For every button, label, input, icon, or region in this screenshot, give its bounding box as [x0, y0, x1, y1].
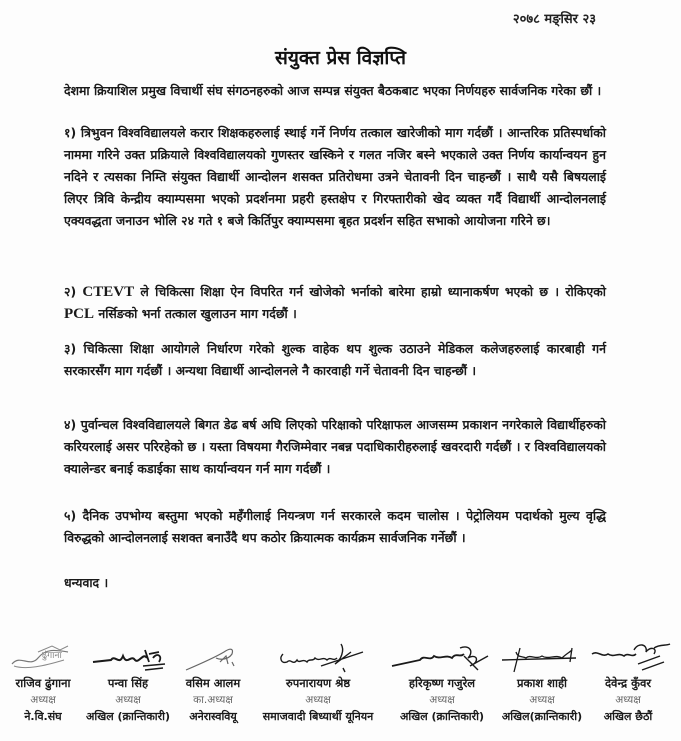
signatory: [80, 640, 176, 726]
signatory-name: प्रकाश शाही: [516, 676, 568, 690]
signatory-role: अध्यक्ष: [529, 694, 555, 706]
handwritten-signature-icon: [83, 640, 173, 674]
signatory-name: देवेन्द्र कुँवर: [604, 676, 652, 690]
signatory: [8, 640, 78, 726]
point-2-suffix: नर्सिङको भर्ना तत्काल खुलाउन माग गर्दछौं ।: [94, 306, 297, 321]
point-2-middle: ले चिकित्सा शिक्षा ऐन विपरित गर्न खोजेको भर्नाको बारेमा हाम्रो ध्यानाकर्षण भएको छ । रोकिएको: [134, 284, 607, 299]
handwritten-signature-icon: [390, 640, 494, 674]
signatory-org: समाजवादी बिध्यार्थी यूनियन: [262, 710, 374, 723]
signatory-org: अखिल छैठौं: [603, 710, 653, 723]
signatory-org: अखिल (क्रान्तिकारी): [399, 710, 485, 723]
signatory-role: अध्यक्ष: [615, 694, 641, 706]
pcl-acronym: PCL: [64, 306, 94, 322]
signatory: [248, 640, 388, 726]
signatory-name: वसिम आलम: [185, 676, 241, 690]
signatory-org: अखिल(क्रान्तिकारी): [501, 710, 583, 723]
intro-paragraph: देशमा क्रियाशिल प्रमुख विचार्थी संघ संगठनहरुको आज सम्पन्न संयुक्त बैठकबाट भएका निर्णयहरु सार्वजनिक गरेका छौं ।: [64, 83, 602, 98]
signatory-org: ने.वि.संघ: [24, 710, 62, 723]
ctevt-acronym: CTEVT: [82, 284, 135, 300]
signatory-name: रुपनारायण श्रेष्ठ: [285, 676, 351, 690]
document-date: २०७८ मङ्सिर २३: [512, 12, 596, 27]
signatory-role: अध्यक्ष: [429, 694, 455, 706]
point-1-paragraph: १) त्रिभुवन विश्वविद्यालयले करार शिक्षकहरुलाई स्थाई गर्ने निर्णय तत्काल खारेजीको माग गर्दछौं । आन्तरिक प्रतिस्पर्धाको नाममा गरिने उक्त प्रक्रियाले विश्वविद्यालयको गुणस्तर खस्किने र गलत नजिर बस्ने भएकाले उक्त निर्णय कार्यान्वयन हुन नदिने र त्यसका निम्ति संयुक्त विद्यार्थी आन्दोलन शसक्त प्रतिरोधमा उत्रने चेतावनी दिन चाहन्छौं । साथै यसै बिषयलाई लिएर त्रिवि केन्द्रीय क्याम्पसमा भएको प्रदर्शनमा प्रहरी हस्तक्षेप र गिरफ्तारीको खेद व्यक्त गर्दै विद्यार्थी आन्दोलनलाई एक्यवद्धता जनाउन भोलि २४ गते १ बजे किर्तिपुर क्याम्पसमा बृहत प्रदर्शन सहित सभाको आयोजना गरिने छ।: [64, 125, 606, 228]
document-title: संयुक्त प्रेस विज्ञप्ति: [274, 47, 407, 69]
point-5-paragraph: ५) दैनिक उपभोग्य बस्तुमा भएको महँगीलाई नियन्त्रण गर्न सरकारले कदम चालोस । पेट्रोलियम पदार्थको मुल्य वृद्धि विरुद्धको आन्दोलनलाई सशक्त बनाउँदै थप कठोर क्रियात्मक कार्यक्रम सार्वजनिक गर्नेछौं ।: [64, 508, 606, 545]
signatory: [588, 640, 668, 726]
signatory-org: अनेरास्ववियू: [189, 710, 237, 723]
handwritten-signature-icon: [263, 640, 373, 674]
signatory-role: अध्यक्ष: [30, 694, 56, 706]
signatory-name: राजिव ढुंगाना: [15, 676, 71, 690]
signatory: [390, 640, 494, 726]
handwritten-signature-icon: [180, 640, 246, 674]
handwritten-signature-icon: [500, 640, 584, 674]
signature-text: ढुंगाना: [42, 651, 62, 661]
signatory-role: अध्यक्ष: [115, 694, 141, 706]
signatory: [180, 640, 246, 726]
signatory-org: अखिल (क्रान्तिकारी): [85, 710, 171, 723]
point-3-paragraph: ३) चिकित्सा शिक्षा आयोगले निर्धारण गरेको शुल्क वाहेक थप शुल्क उठाउने मेडिकल कलेजहरुलाई कारबाही गर्न सरकारसँग माग गर्दछौं । अन्यथा विद्यार्थी आन्दोलनले नै कारवाही गर्ने चेतावनी दिन चाहन्छौं ।: [64, 341, 606, 378]
point-4-paragraph: ४) पुर्वान्चल विश्वविद्यालयले बिगत डेढ बर्ष अघि लिएको परिक्षाको परिक्षाफल आजसम्म प्रकाशन नगरेकाले विद्यार्थीहरुको करियरलाई असर परिरहेको छ । यस्ता विषयमा गैरजिम्मेवार नबन्न पदाधिकारीहरुलाई खवरदारी गर्दछौं । र विश्वविद्यालयको क्यालेन्डर बनाई कडाईका साथ कार्यान्वयन गर्न माग गर्दछौं ।: [64, 417, 606, 476]
handwritten-signature-icon: [8, 640, 78, 674]
signatory-role: का.अध्यक्ष: [193, 694, 233, 706]
signatory-role: अध्यक्ष: [305, 694, 331, 706]
closing-thanks: धन्यवाद ।: [64, 575, 109, 590]
point-2-prefix: २): [64, 284, 83, 299]
signatory-name: हरिकृष्ण गजुरेल: [408, 676, 476, 690]
signatories-block: [0, 640, 681, 741]
signatory: [500, 640, 584, 726]
signatory-name: पन्वा सिंह: [107, 676, 149, 690]
point-2-paragraph: [64, 281, 606, 325]
handwritten-signature-icon: [588, 640, 672, 674]
